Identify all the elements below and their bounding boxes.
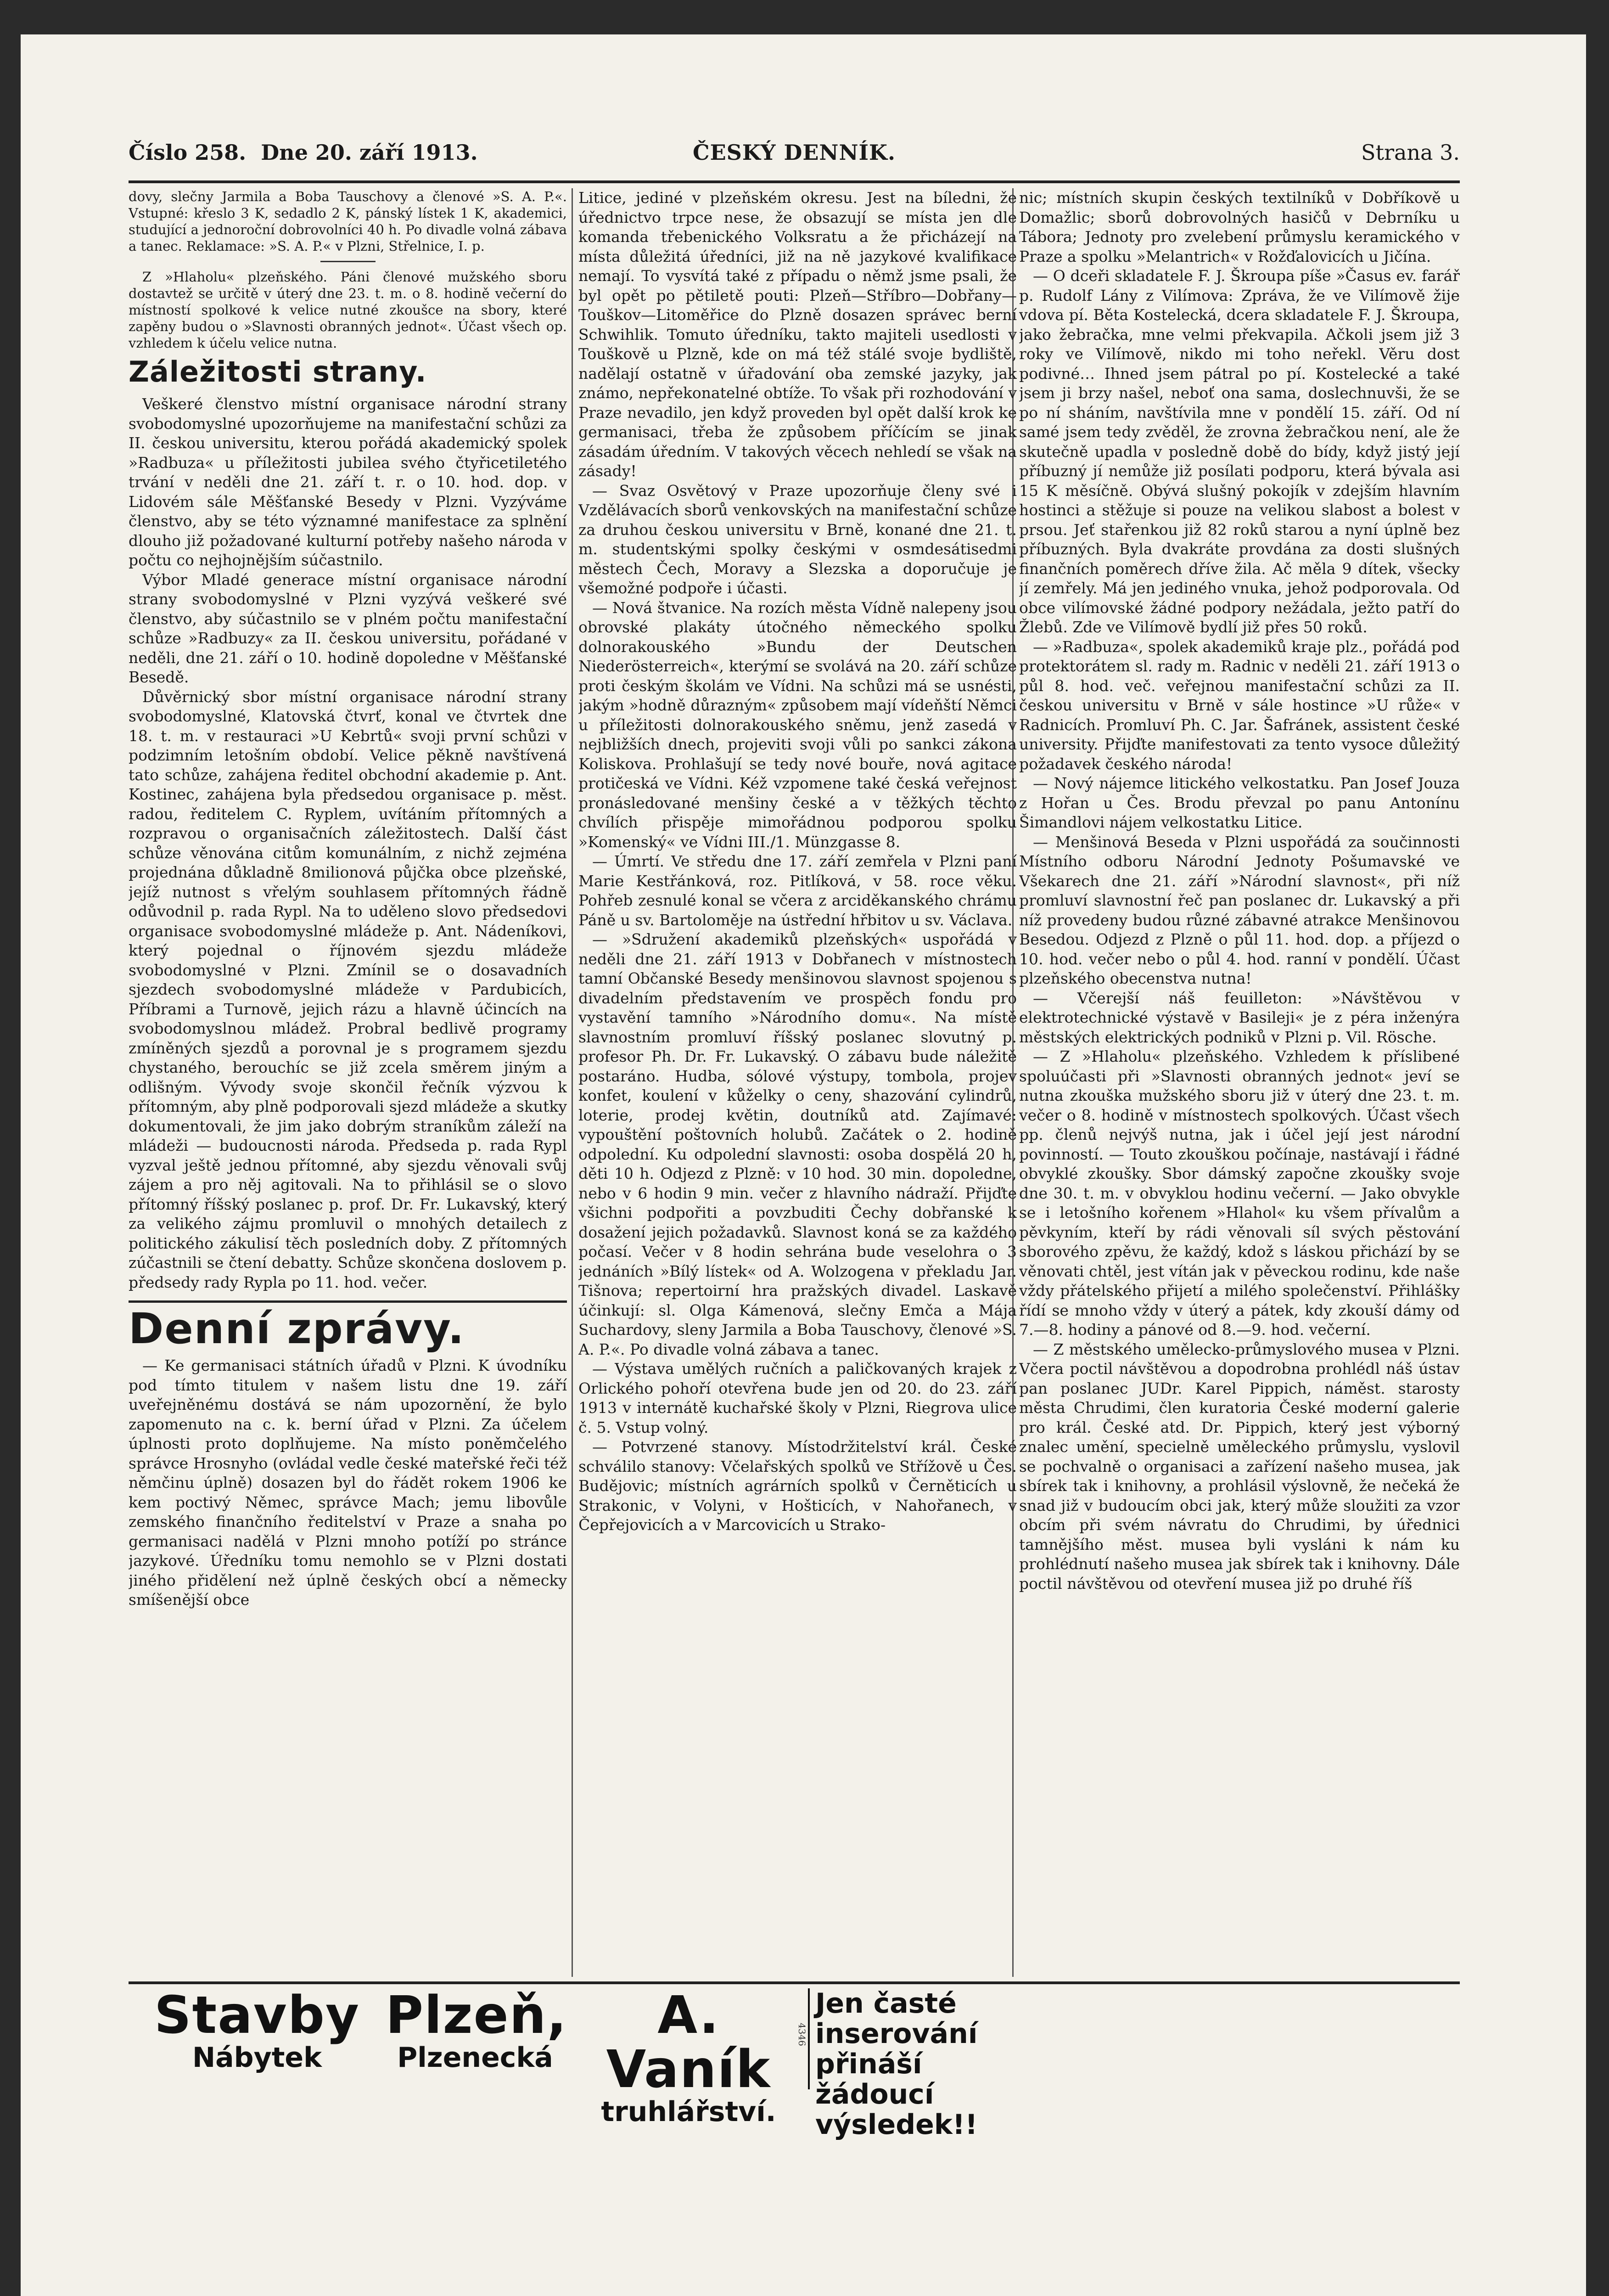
advertisement-plzen: [386, 1988, 565, 2073]
article-text: — Z »Hlaholu« plzeňského. Vzhledem k příslibené spoluúčasti při »Slavnosti obranných jednot« jeví se nutna zkouška mužského sboru již v úterý dne 23. t. m. večer o 8. hodině v místnostech spolkových. Účast všech pp. členů nejvýš nutna, jak i účel její jest národní povinností. — Touto zkouškou počínaje, nastávají i řádné obvyklé zkoušky. Sbor dámský započne zkoušky svoje dne 30. t. m. v obvyklou hodinu večerní. — Jako obvykle se i letošního kořenem »Hlahol« ku všem přívalům a pěvkyním, kteří by rádi věnovali síl svých pěstování sborového zpěvu, že každý, kdož s láskou přichází by se věnovati chtěl, jest vítán jak v pěveckou rodinu, kde naše vždy přátelského přijetí a milého společenství. Přihlášky řídí se mnoho vždy v úterý a pátek, kdy zkouší dámy od 7.—8. hodiny a pánové od 8.—9. hod. večerní.: [1019, 1047, 1460, 1339]
advertisement-vanik: [574, 1988, 803, 2127]
ad-subline: truhlářství.: [601, 2096, 776, 2128]
article-text: — Z městského umělecko-průmyslového musea v Plzni. Včera poctil návštěvou a dopodrobna prohlédl náš ústav pan poslanec JUDr. Karel Pippich, náměst. starosty města Chrudimi, člen kuratoria České moderní galerie pro král. České atd. Dr. Pippich, který jest výborný znalec umění, specielně uměleckého průmyslu, vyslovil se pochvalně o organisaci a zařízení našeho musea, jak sbírek tak i knihovny, a prohlásil výslovně, že nečeká že snad již v budoucím obci jak, který může sloužiti za vzor obcím při svém návratu do Chrudimi, by úřednici tamnějšího měst. musea byli vysláni k nám ku prohlédnutí našeho musea jak sbírek tak i knihovny. Dále poctil návštěvou od otevření musea již po druhé říš: [1019, 1340, 1460, 1593]
ad-headline: A. Vaník: [606, 1986, 771, 2099]
article-text: — Nový nájemce litického velkostatku. Pan Josef Jouza z Hořan u Čes. Brodu převzal po panu Antonínu Šimandlovi nájem velkostatku Litice.: [1019, 774, 1460, 831]
article-text: — Úmrtí. Ve středu dne 17. září zemřela v Plzni paní Marie Kestřánková, roz. Pitlíková, v 58. roce věku. Pohřeb zesnulé konal se včera z arciděkanského chrámu Páně u sv. Bartoloměje na ústřední hřbitov u sv. Václava.: [578, 852, 1017, 929]
column-3: [1019, 188, 1460, 2025]
column-divider-1: [572, 188, 573, 1977]
article-text: — Nová štvanice. Na rozích města Vídně nalepeny jsou obrovské plakáty útočného německého spolku dolnorakouského »Bundu der Deutschen Niederösterreich«, kterýmí se svolává na 20. září schůze proti českým školám ve Vídni. Na schůzi má se usnésti, jakým »hodně důrazným« způsobem mají vídeňští Němci u příležitosti dolnorakouského sněmu, jenž zasedá v nejbližších dnech, projeviti svoji vůli po sankci zákona Koliskova. Prohlašují se tedy nové bouře, nová agitace protičeská ve Vídni. Kéž vzpomene také česká veřejnost pronásledované menšiny české a v těžkých těchto chvílích přispěje mimořádnou podporou spolku »Komenský« ve Vídni III./1. Münzgasse 8.: [578, 598, 1017, 851]
article-text: — »Radbuza«, spolek akademiků kraje plz., pořádá pod protektorátem sl. rady m. Radnic v neděli 21. září 1913 o půl 8. hod. več. veřejnou manifestační schůzi za II. českou universitu v Brně v sále hostince »U růže« v Radnicích. Promluví Ph. C. Jar. Šafránek, assistent české university. Přijďte manifestovati za tento vysoce důležitý požadavek českého národa!: [1019, 637, 1460, 773]
article-text: dovy, slečny Jarmila a Boba Tauschovy a členové »S. A. P.«. Vstupné: křeslo 3 K, sedadlo 2 K, pánský lístek 1 K, akademici, studující a jednoroční dobrovolníci 40 h. Po divadle volná zábava a tanec. Reklamace: »S. A. P.« v Plzni, Střelnice, I. p.: [129, 189, 567, 254]
column-1: [129, 188, 567, 1988]
page-number: Strana 3.: [1361, 140, 1460, 165]
advertisement-stavby: [129, 1988, 386, 2073]
article-text: — »Sdružení akademiků plzeňských« uspořádá v neděli dne 21. září 1913 v Dobřanech v místnostech tamní Občanské Besedy menšinovou slavnost spojenou s divadelním představením ve prospěch fondu pro vystavění tamního »Národního domu«. Na místě slavnostním promluví říšský poslanec slovutný p. profesor Ph. Dr. Fr. Lukavský. O zábavu bude náležitě postaráno. Hudba, sólové výstupy, tombola, projev konfet, koulení v kůželky o ceny, shazování cylindrů, loterie, prodej květin, doutníků atd. Zajímavé: vypouštění poštovních holubů. Začátek o 2. hodině odpolední. Ku odpolední slavnosti: osoba dospělá 20 h, děti 10 h. Odjezd z Plzně: v 10 hod. 30 min. dopoledne, nebo v 6 hodin 9 min. večer z hlavního nádraží. Přijďte všichni podpořiti a povzbuditi Čechy dobřanské k dosažení jejich požadavků. Slavnost koná se za každého počasí. Večer v 8 hodin sehrána bude veselohra o 3 jednáních »Bílý lístek« od A. Wolzogena v překladu Jar. Tišnova; repertoirní hra pražských divadel. Laskavě účinkují: sl. Olga Kámenová, slečny Emča a Mája Suchardovy, sleny Jarmila a Boba Tauschovy, členové »S. A. P.«. Po divadle volná zábava a tanec.: [578, 930, 1017, 1358]
article-text: Veškeré členstvo místní organisace národní strany svobodomyslné upozorňujeme na manifestační schůzi za II. českou universitu, kterou pořádá akademický spolek »Radbuza« u příležitosti jubilea svého čtyřicetiletého trvání v neděli dne 21. září t. r. o 10. hod. dop. v Lidovém sále Měšťanské Besedy v Plzni. Vyzýváme členstvo, aby se této významné manifestace za splnění dlouho již požadované kulturní potřeby našeho národa v počtu co nejhojnějším súčastnilo.: [129, 395, 567, 569]
issue-number: Číslo 258.: [129, 140, 247, 165]
article-text: Litice, jediné v plzeňském okresu. Jest na bíledni, že úřednictvo trpce nese, že obsazují se místa jen dle komanda třebenického Volksratu a že přicházejí na místa důležitá úředníci, již na ně jazykové kvalifikace nemají. To vysvítá také z případu o němž jsme psali, že byl opět po pětiletě pouti: Plzeň—Stříbro—Dobřany—Touškov—Litoměřice do Plzně dosazen správec berní Schwihlik. Tomuto úředníku, takto majiteli usedlosti v Touškově u Plzně, kde on má též stálé svoje bydliště, nadělají ostatně v úřadování oba zemské jazyky, jak známo, nepřekonatelné obtíže. To však při rozhodování v Praze nevadilo, jen když proveden byl opět další krok ke germanisaci, třeba že způsobem příčícím se jinak zásadám úředním. V takových věcech nehledí se však na zásady!: [578, 189, 1017, 480]
separator: [320, 261, 376, 262]
ad-headline: Stavby: [154, 1986, 360, 2045]
section-heading-denni: Denní zprávy.: [129, 1304, 465, 1353]
article-text: Z »Hlaholu« plzeňského. Páni členové mužského sboru dostavtež se určitě v úterý dne 23. t. m. o 8. hodině večerní do místností spolkové k velice nutné zkoušce na sbory, které zapěny budou o »Slavnosti obranných jednot«. Účast všech op. vzhledem k účelu velice nutna.: [129, 269, 567, 351]
advertisement-rule: [129, 1981, 1460, 1984]
masthead-rule: [129, 180, 1460, 183]
section-divider: [129, 1300, 567, 1352]
article-text: — Menšinová Beseda v Plzni uspořádá za součinnosti Místního odboru Národní Jednoty Pošumavské ve Všekarech dne 21. září »Národní slavnost«, při níž promluví slavnostní řeč pan poslanec dr. Lukavský a při níž provedeny budou různé zábavné atrakce Menšinovou Besedou. Odjezd z Plzně o půl 11. hod. dop. a příjezd o 10. hod. večer nebo o půl 4. hod. ranní v pondělí. Účast plzeňského obecenstva nutna!: [1019, 833, 1460, 987]
ad-headline: Plzeň,: [386, 1986, 567, 2045]
ad-code-number: 4346: [796, 2023, 807, 2046]
ad-subline: Plzenecká: [397, 2042, 553, 2074]
article-text: — Výstava umělých ručních a paličkovaných krajek z Orlického pohoří otevřena bude jen od 20. do 23. září 1913 v internátě kuchařské školy v Plzni, Riegrova ulice č. 5. Vstup volný.: [578, 1360, 1017, 1436]
article-text: — Ke germanisaci státních úřadů v Plzni. K úvodníku pod tímto titulem v našem listu dne 19. září uveřejněnému dostává se nám upozornění, že bylo zapomenuto na c. k. berní úřad v Plzni. Za účelem úplnosti proto doplňujeme. Na místo poněmčelého správce Hrosnyho (ovládal vedle české mateřské řeči též němčinu úplně) dosazen byl do řádět rokem 1906 ke kem poctivý Němec, správce Mach; jemu libovůle zemského finančního ředitelství v Praze a snaha po germanisaci nadělá v Plzni mnoho potíží po stránce jazykové. Úředníku tomu nemohlo se v Plzni dostati jiného přidělení než úplně českých obcí a německy smíšenější obce: [129, 1356, 567, 1609]
newspaper-page: [21, 34, 1586, 2296]
masthead: [129, 140, 1460, 181]
article-text: — O dceři skladatele F. J. Škroupa píše »Časus ev. farář p. Rudolf Lány z Vilímova: Zpráva, že ve Vilímově žije vdova pí. Běta Kostelecká, dcera skladatele F. J. Škroupa, jako žebračka, mne velmi překvapila. Ačkoli jsem již 3 roky ve Vilímově, nikdo mi toho neřekl. Věru dost podivné… Ihned jsem pátral po pí. Kostelecké a také jsem ji brzy našel, neboť ona sama, doslechnuvši, že se po ní sháním, navštívila mne v pondělí 15. září. Od ní samé jsem tedy zvěděl, že zrovna žebračkou není, ale že skutečně upadla v posledně době do bídy, když jistý její příbuzný jí nemůže již posílati podporu, která bývala asi 15 K měsíčně. Obývá slušný pokojík v zdejším hlavním hostinci a stěžuje si pouze na velikou slabost a bolest v prsou. Jeť stařenkou již 82 roků starou a nyní úplně bez příbuzných. Byla dvakráte provdána za dosti slušných finančních poměrech dříve žila. Ač měla 9 dítek, všecky jí zemřely. Má jen jediného vnuka, jehož podporovala. Od obce vilímovské žádné podpory nežádala, ježto patří do Žlebů. Zde ve Vilímově bydlí již přes 50 roků.: [1019, 267, 1460, 636]
article-text: Důvěrnický sbor místní organisace národní strany svobodomyslné, Klatovská čtvrť, konal ve čtvrtek dne 18. t. m. v restauraci »U Kebrtů« svoji první schůzi v podzimním letošním období. Velice pěkně navštívená tato schůze, zahájena ředitel obchodní akademie p. Ant. Kostinec, zahájena byla předsedou organisace p. měst. radou, ředitelem C. Ryplem, uvítáním přítomných a rozpravou o organisačních záležitostech. Další část schůze věnována citům komunálním, z nichž zejména projednána důkladně 8milionová půjčka obce plzeňské, jejíž nutnost s vřelým souhlasem přítomných řádně odůvodnil p. rada Rypl. Na to uděleno slovo předsedovi organisace svobodomyslné mládeže p. Ant. Nádeníkovi, který pojednal o říjnovém sjezdu mládeže svobodomyslné v Plzni. Zmínil se o dosavadních sjezdech svobodomyslné mládeže v Pardubicích, Příbrami a Turnově, jejich rázu a hlavně účincích na svobodomyslnou mládež. Probral bedlivě programy zmíněných sjezdů a porovnal je s programem sjezdu chystaného, berouchíc se již zcela směrem jiným a odlišným. Vývody svoje skončil řečník výzvou k přítomným, aby plně podporovali sjezd mládeže a skutky dokumentovali, že jim jako dobrým straníkům záleží na mládeži — budoucnosti národa. Předseda p. rada Rypl vyzval ještě jednou přítomné, aby sjezdu věnovali svůj zájem a pro něj agitovali. Na to přihlásil se o slovo přítomný říšský poslanec p. prof. Dr. Fr. Lukavský, který za velikého zájmu promluvil o mnohých detailech z politického zákulisí těch posledních doby. Z přítomných zúčastnili se čtení debatty. Schůze skončena doslovem p. předsedy rady Rypla po 11. hod. večer.: [129, 687, 567, 1291]
newspaper-title: ČESKÝ DENNÍK.: [692, 140, 896, 165]
ad-subline: Nábytek: [192, 2042, 322, 2074]
article-text: — Včerejší náš feuilleton: »Návštěvou v elektrotechnické výstavě v Basileji« je z péra inženýra městských elektrických podniků v Plzni p. Vil. Rösche.: [1019, 989, 1460, 1046]
issue-date: Dne 20. září 1913.: [261, 140, 478, 165]
advertisement-inserce: Jen časté inserování přináší žádoucí výsledek!!: [808, 1988, 1017, 2089]
article-text: — Potvrzené stanovy. Místodržitelství král. České schválilo stanovy: Včelařských spolků ve Střížově u Čes. Budějovic; místních agrárních spolků v Černěticích u Strakonic, v Volyni, v Hošticích, v Nahořanech, v Čepřejovicích a v Marcovicích u Strako-: [578, 1438, 1017, 1534]
article-text: nic; místních skupin českých textilníků v Dobříkově u Domažlic; sborů dobrovolných hasičů v Debrníku u Tábora; Jednoty pro zvelebení průmyslu keramického v Praze a spolku »Melantrich« v Rožďalovicích u Jičína.: [1019, 189, 1460, 265]
article-text: Výbor Mladé generace místní organisace národní strany svobodomyslné v Plzni vyzývá veškeré své členstvo, aby súčastnilo se v plném počtu manifestační schůze »Radbuzy« za II. českou universitu, pořádané v neděli, dne 21. září o 10. hodině dopoledne v Měšťanské Besedě.: [129, 570, 567, 686]
section-heading-strany: Záležitosti strany.: [129, 355, 427, 388]
column-2: [578, 188, 1017, 2025]
article-text: — Svaz Osvětový v Praze upozorňuje členy své i Vzdělávacích sborů venkovských na manifestační schůze za druhou českou universitu v Brně, konané dne 21. t. m. studentskými spolky českými v osmdesátisedmi městech Čech, Moravy a Slezska a doporučuje je všemožné podpoře i účasti.: [578, 481, 1017, 597]
